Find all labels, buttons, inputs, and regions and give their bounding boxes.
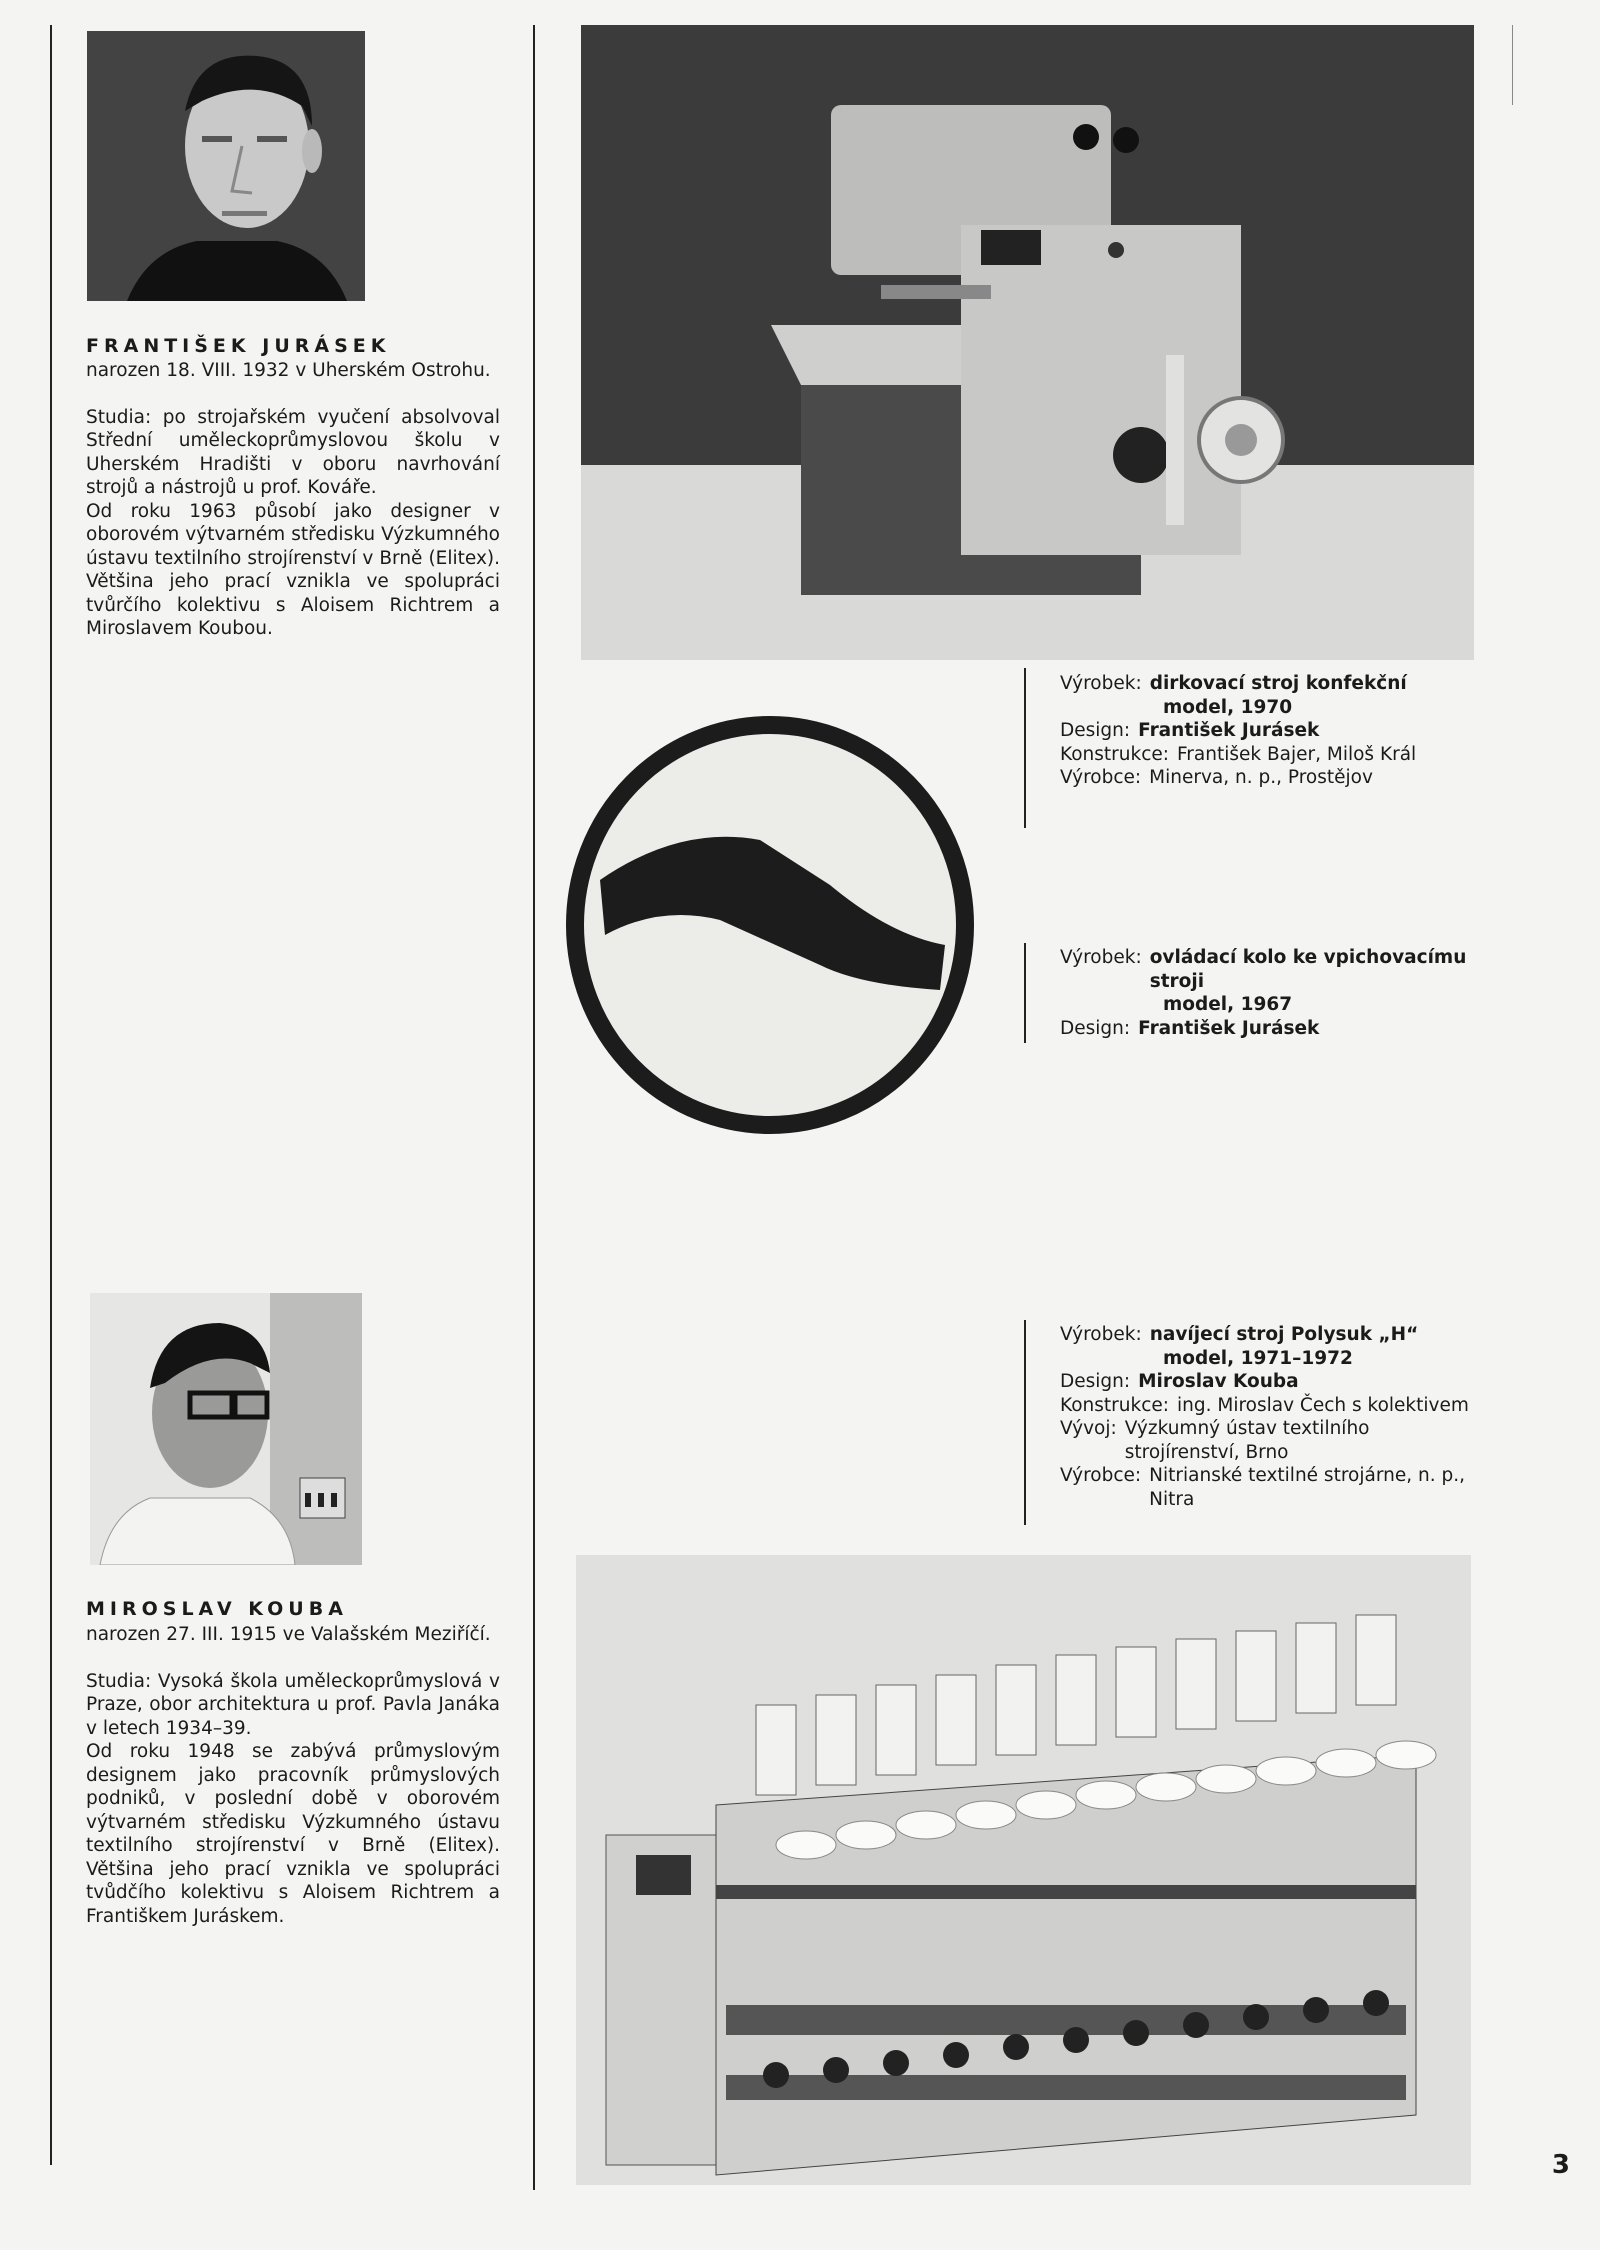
designer-name-jurasek: FRANTIŠEK JURÁSEK bbox=[86, 335, 391, 357]
caption-rule-1 bbox=[1024, 668, 1026, 828]
caption-rule-3 bbox=[1024, 1320, 1026, 1525]
caption-label: Design: bbox=[1060, 1017, 1131, 1039]
caption-label: Výrobek: bbox=[1060, 947, 1142, 968]
birth-line: narozen 18. VIII. 1932 v Uherském Ostrohu. bbox=[86, 360, 491, 381]
caption-label: Konstrukce: bbox=[1060, 1394, 1169, 1416]
caption-label: Výrobek: bbox=[1060, 1324, 1142, 1345]
caption-label: Konstrukce: bbox=[1060, 743, 1169, 765]
caption-design: Miroslav Kouba bbox=[1138, 1371, 1299, 1392]
caption-construction: František Bajer, Miloš Král bbox=[1176, 743, 1417, 765]
photo-ovladaci-kolo bbox=[560, 705, 980, 1145]
left-margin-rule bbox=[50, 25, 52, 2165]
caption-label: Design: bbox=[1060, 720, 1131, 741]
caption-product: ovládací kolo ke vpichovacímu stroji bbox=[1149, 947, 1467, 992]
caption-ovladaci-kolo bbox=[1060, 946, 1480, 1040]
designer-bio-jurasek bbox=[86, 359, 500, 641]
right-margin-rule bbox=[1512, 25, 1513, 105]
caption-maker: Nitrianské textilné strojárne, n. p., Nitra bbox=[1149, 1465, 1465, 1510]
caption-model: model, 1967 bbox=[1163, 994, 1293, 1015]
caption-dirkovaci-stroj bbox=[1060, 672, 1480, 790]
caption-model: model, 1971–1972 bbox=[1163, 1347, 1353, 1369]
caption-design: František Jurásek bbox=[1138, 1017, 1320, 1039]
caption-label: Design: bbox=[1060, 1371, 1131, 1392]
designer-name-kouba: MIROSLAV KOUBA bbox=[86, 1598, 348, 1620]
column-divider-rule bbox=[533, 25, 535, 2190]
bio-career: Od roku 1963 působí jako designer v oborovém výtvarném středisku Výzkumného ústavu textilního strojírenství v Brně (Elitex). Většina jeho prací vznikla ve spolupráci tvůrčího kolektivu s Aloisem Richtrem a Miroslavem Koubou. bbox=[86, 500, 500, 639]
bio-career: Od roku 1948 se zabývá průmyslovým designem jako pracovník průmyslových podniků, v poslední době v oborovém výtvarném středisku Výzkumného ústavu textilního strojírenství v Brně (Elitex). Většina jeho prací vznikla ve spolupráci tvůdčího kolektivu s Aloisem Richtrem a Františkem Juráskem. bbox=[86, 1741, 500, 1927]
caption-label: Výrobek: bbox=[1060, 673, 1142, 694]
caption-product: navíjecí stroj Polysuk „H“ bbox=[1149, 1324, 1419, 1345]
photo-navijeci-stroj bbox=[576, 1555, 1471, 2185]
portrait-frantisek-jurasek bbox=[87, 31, 365, 301]
caption-design: František Jurásek bbox=[1138, 720, 1320, 741]
page-number: 3 bbox=[1551, 2150, 1570, 2180]
portrait-miroslav-kouba bbox=[90, 1293, 362, 1565]
caption-product: dirkovací stroj konfekční bbox=[1149, 673, 1407, 694]
caption-label: Výrobce: bbox=[1060, 767, 1142, 788]
caption-label: Výrobce: bbox=[1060, 1465, 1142, 1486]
caption-model: model, 1970 bbox=[1163, 696, 1293, 718]
bio-studies: Studia: Vysoká škola uměleckoprůmyslová v Praze, obor architektura u prof. Pavla Janáka v letech 1934–39. bbox=[86, 1670, 500, 1739]
caption-development: Výzkumný ústav textilního strojírenství, Brno bbox=[1124, 1418, 1370, 1463]
bio-studies: Studia: po strojařském vyučení absolvoval Střední uměleckoprůmyslovou školu v Uherském Hradišti v oboru navrhování strojů a nástrojů u prof. Kováře. bbox=[86, 406, 500, 498]
designer-bio-kouba bbox=[86, 1623, 500, 1928]
caption-label: Vývoj: bbox=[1060, 1418, 1117, 1439]
caption-construction: ing. Miroslav Čech s kolektivem bbox=[1176, 1394, 1469, 1416]
birth-line: narozen 27. III. 1915 ve Valašském Meziříčí. bbox=[86, 1624, 491, 1645]
caption-maker: Minerva, n. p., Prostějov bbox=[1149, 767, 1373, 788]
caption-navijeci-stroj bbox=[1060, 1323, 1480, 1511]
caption-rule-2 bbox=[1024, 943, 1026, 1043]
photo-dirkovaci-stroj bbox=[581, 25, 1474, 660]
